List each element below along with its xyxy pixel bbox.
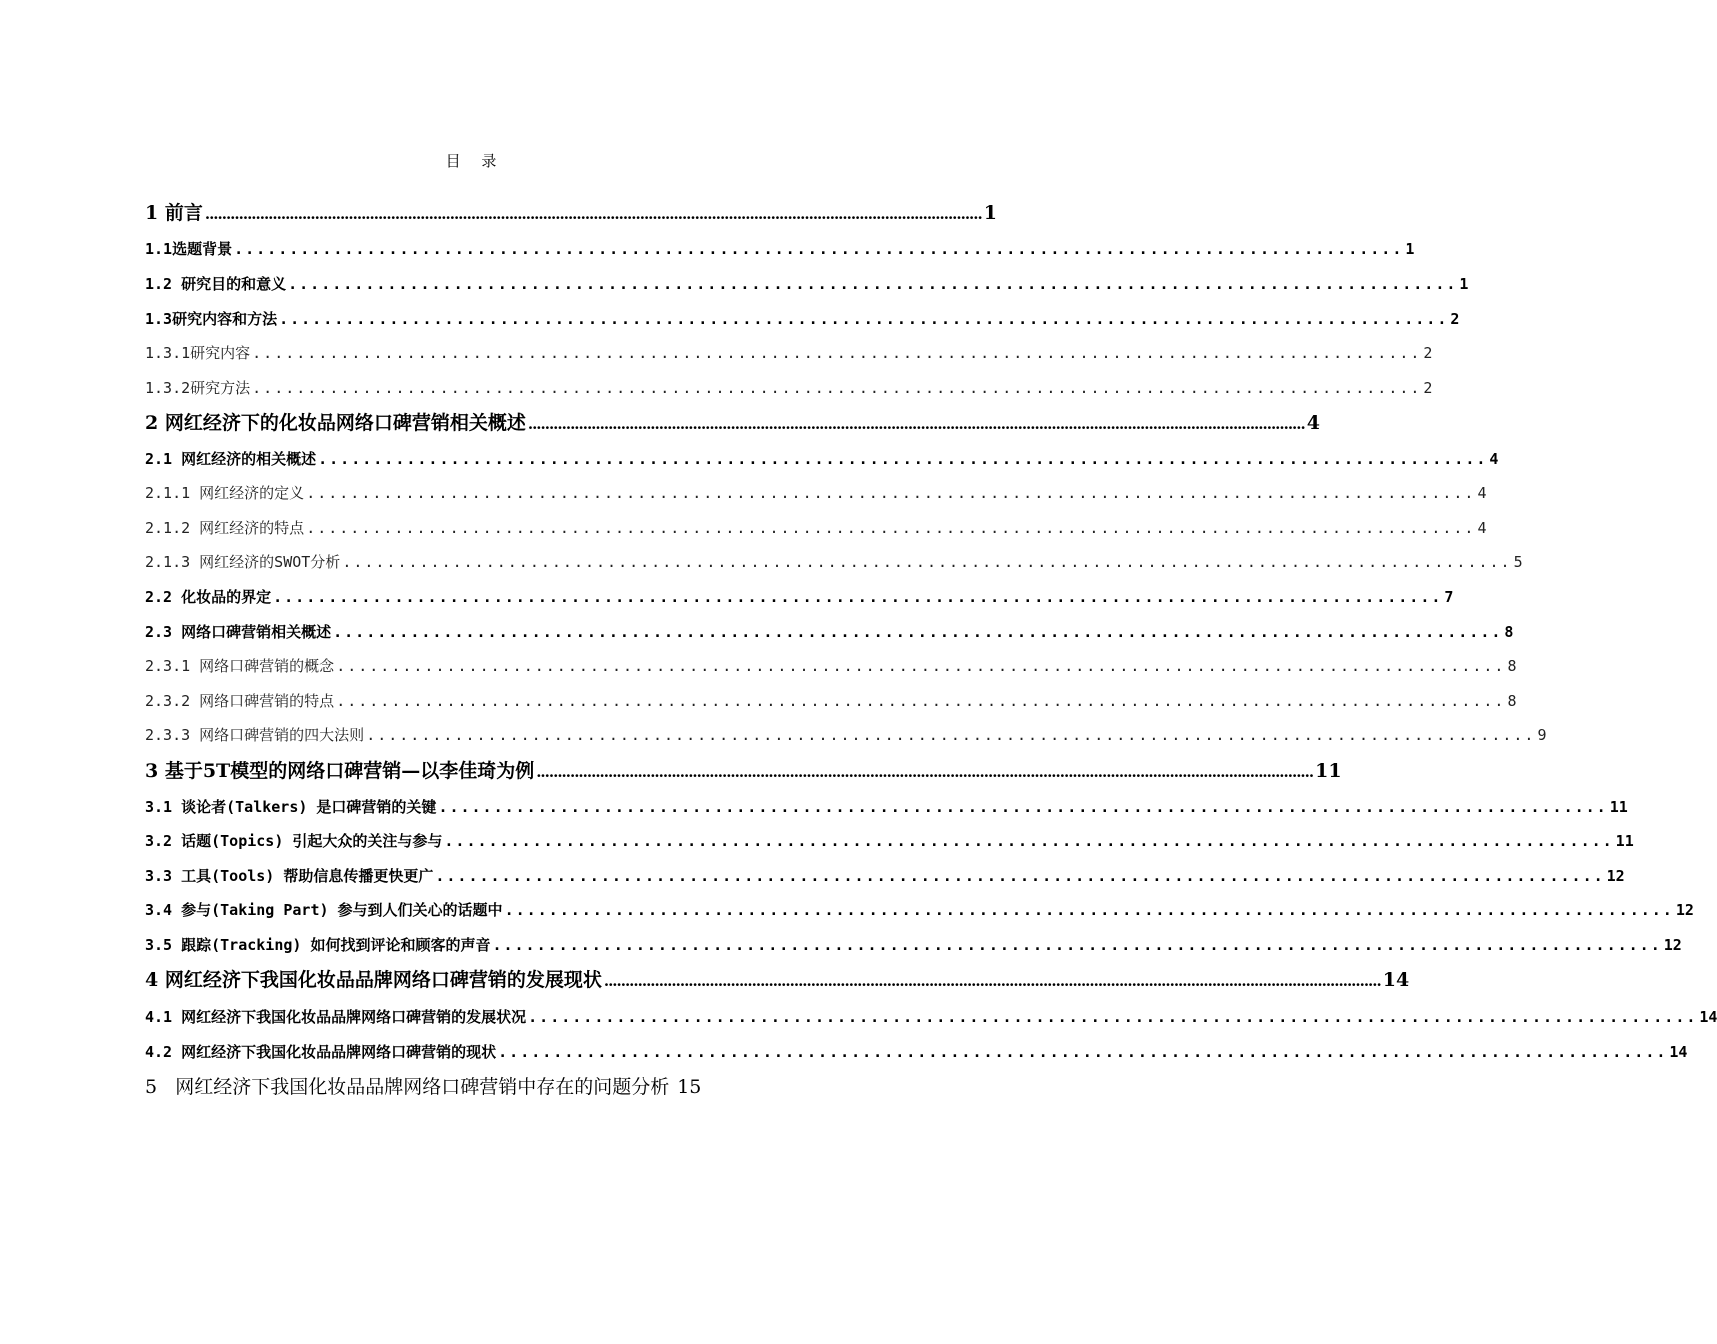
toc-entry-label: 1.2 研究目的和意义 (145, 275, 287, 293)
toc-entry-page: 14 (1669, 1043, 1688, 1061)
toc-entry-2-2[interactable] (145, 586, 1454, 607)
dot-leader: .......................................................................................................... (306, 484, 1476, 502)
toc-entry-label: 1.3.1研究内容 (145, 344, 251, 362)
toc-entry-label: 2.3.2 网络口碑营销的特点 (145, 692, 335, 710)
dot-leader: .......................................................................................................... (492, 936, 1662, 954)
dot-leader: ........................................................................................................................................................................................ (527, 415, 1305, 433)
toc-entry-label: 3.5 跟踪(Tracking) 如何找到评论和顾客的声音 (145, 936, 491, 954)
toc-entry-3-2[interactable] (145, 830, 1634, 851)
dot-leader: .......................................................................................................... (333, 623, 1503, 641)
toc-entry-3-3[interactable] (145, 865, 1625, 886)
dot-leader: ........................................................................................................................................................................................ (204, 205, 982, 223)
dot-leader: .......................................................................................................... (528, 1008, 1698, 1026)
toc-entry-page: 1 (1405, 240, 1415, 258)
toc-entry-page: 11 (1315, 760, 1342, 782)
toc-entry-label: 1.3研究内容和方法 (145, 310, 278, 328)
toc-entry-2-3-2[interactable] (145, 690, 1517, 711)
toc-entry-page: 4 (1306, 412, 1320, 434)
toc-entry-2-3-1[interactable] (145, 655, 1517, 676)
toc-entry-label: 4.1 网红经济下我国化妆品品牌网络口碑营销的发展状况 (145, 1008, 527, 1026)
toc-entry-label: 2.1 网红经济的相关概述 (145, 450, 317, 468)
toc-entry-3-4[interactable] (145, 899, 1694, 920)
toc-entry-1-3-2[interactable] (145, 377, 1433, 398)
dot-leader: .......................................................................................................... (288, 275, 1458, 293)
toc-entry-2-1-1[interactable] (145, 482, 1487, 503)
toc-entry-page: 8 (1507, 657, 1517, 675)
dot-leader: .......................................................................................................... (318, 450, 1488, 468)
toc-entry-3[interactable] (145, 756, 1342, 783)
toc-entry-label: 1 前言 (145, 202, 203, 224)
toc-entry-page: 2 (1423, 379, 1433, 397)
dot-leader: .......................................................................................................... (336, 692, 1506, 710)
toc-entry-label: 2.1.1 网红经济的定义 (145, 484, 305, 502)
toc-entry-page: 12 (1663, 936, 1682, 954)
toc-entry-2[interactable] (145, 408, 1320, 435)
toc-entry-label: 3.3 工具(Tools) 帮助信息传播更快更广 (145, 867, 434, 885)
toc-entry-label: 3.4 参与(Taking Part) 参与到人们关心的话题中 (145, 901, 503, 919)
toc-entry-2-3-3[interactable] (145, 724, 1547, 745)
toc-entry-label: 2.3.1 网络口碑营销的概念 (145, 657, 335, 675)
toc-entry-page: 5 (1513, 553, 1523, 571)
toc-entry-1-2[interactable] (145, 273, 1469, 294)
dot-leader: .......................................................................................................... (444, 832, 1614, 850)
toc-entry-page: 4 (1477, 519, 1487, 537)
toc-entry-label: 3.2 话题(Topics) 引起大众的关注与参与 (145, 832, 443, 850)
toc-entry-page: 15 (677, 1076, 702, 1098)
dot-leader: .......................................................................................................... (438, 798, 1608, 816)
toc-entry-1-1[interactable] (145, 238, 1415, 259)
toc-entry-4-1[interactable] (145, 1006, 1717, 1027)
dot-leader: .......................................................................................................... (234, 240, 1404, 258)
toc-entry-label: 2.1.2 网红经济的特点 (145, 519, 305, 537)
dot-leader: .......................................................................................................... (342, 553, 1512, 571)
toc-entry-5[interactable] (145, 1072, 790, 1099)
toc-entry-4[interactable] (145, 965, 1410, 992)
toc-entry-label: 2 网红经济下的化妆品网络口碑营销相关概述 (145, 412, 526, 434)
toc-entry-label: 4.2 网红经济下我国化妆品品牌网络口碑营销的现状 (145, 1043, 497, 1061)
dot-leader: .......................................................................................................... (306, 519, 1476, 537)
toc-entry-page: 4 (1477, 484, 1487, 502)
dot-leader: .......................................................................................................... (252, 379, 1422, 397)
dot-leader: ........................................................................................................................................................................................ (536, 763, 1314, 781)
toc-entry-page: 9 (1537, 726, 1547, 744)
toc-entry-label: 1.1选题背景 (145, 240, 233, 258)
toc-entry-2-3[interactable] (145, 621, 1514, 642)
toc-entry-label: 2.1.3 网红经济的SWOT分析 (145, 553, 341, 571)
dot-leader: .......................................................................................................... (336, 657, 1506, 675)
toc-entry-page: 14 (1699, 1008, 1717, 1026)
toc-entry-page: 1 (1459, 275, 1469, 293)
dot-leader: .......................................................................................................... (279, 310, 1449, 328)
toc-entry-page: 7 (1444, 588, 1454, 606)
toc-title: 目 录 (445, 152, 505, 170)
toc-entry-2-1-3[interactable] (145, 551, 1523, 572)
toc-entry-page: 8 (1504, 623, 1514, 641)
toc-entry-page: 12 (1675, 901, 1694, 919)
toc-entry-4-2[interactable] (145, 1041, 1688, 1062)
toc-entry-2-1[interactable] (145, 448, 1499, 469)
dot-leader: .......................................................................................................... (366, 726, 1536, 744)
dot-leader: .......................................................................................................... (498, 1043, 1668, 1061)
toc-entry-label: 3.1 谈论者(Talkers) 是口碑营销的关键 (145, 798, 437, 816)
dot-leader: .......................................................................................................... (435, 867, 1605, 885)
toc-entry-page: 11 (1609, 798, 1628, 816)
toc-entry-3-5[interactable] (145, 934, 1682, 955)
toc-entry-page: 2 (1423, 344, 1433, 362)
toc-entry-1[interactable] (145, 198, 997, 225)
toc-entry-page: 11 (1615, 832, 1634, 850)
toc-entry-page: 1 (983, 202, 997, 224)
toc-entry-page: 12 (1606, 867, 1625, 885)
dot-leader: ........................................................................................................................................................................................ (603, 972, 1381, 990)
toc-entry-1-3[interactable] (145, 308, 1460, 329)
toc-entry-3-1[interactable] (145, 796, 1628, 817)
toc-entry-label: 2.2 化妆品的界定 (145, 588, 272, 606)
dot-leader: .......................................................................................................... (252, 344, 1422, 362)
toc-entry-label: 3 基于5T模型的网络口碑营销—以李佳琦为例 (145, 760, 535, 782)
toc-entry-label: 2.3 网络口碑营销相关概述 (145, 623, 332, 641)
toc-entry-label: 4 网红经济下我国化妆品品牌网络口碑营销的发展现状 (145, 969, 602, 991)
toc-entry-page: 2 (1450, 310, 1460, 328)
toc-entry-label: 5 网红经济下我国化妆品品牌网络口碑营销中存在的问题分析 (145, 1076, 670, 1098)
toc-entry-2-1-2[interactable] (145, 517, 1487, 538)
toc-entry-page: 14 (1382, 969, 1410, 991)
dot-leader: .......................................................................................................... (504, 901, 1674, 919)
toc-entry-1-3-1[interactable] (145, 342, 1433, 363)
toc-entry-label: 1.3.2研究方法 (145, 379, 251, 397)
toc-entry-label: 2.3.3 网络口碑营销的四大法则 (145, 726, 365, 744)
dot-leader: .......................................................................................................... (273, 588, 1443, 606)
toc-entry-page: 8 (1507, 692, 1517, 710)
toc-entry-page: 4 (1489, 450, 1499, 468)
